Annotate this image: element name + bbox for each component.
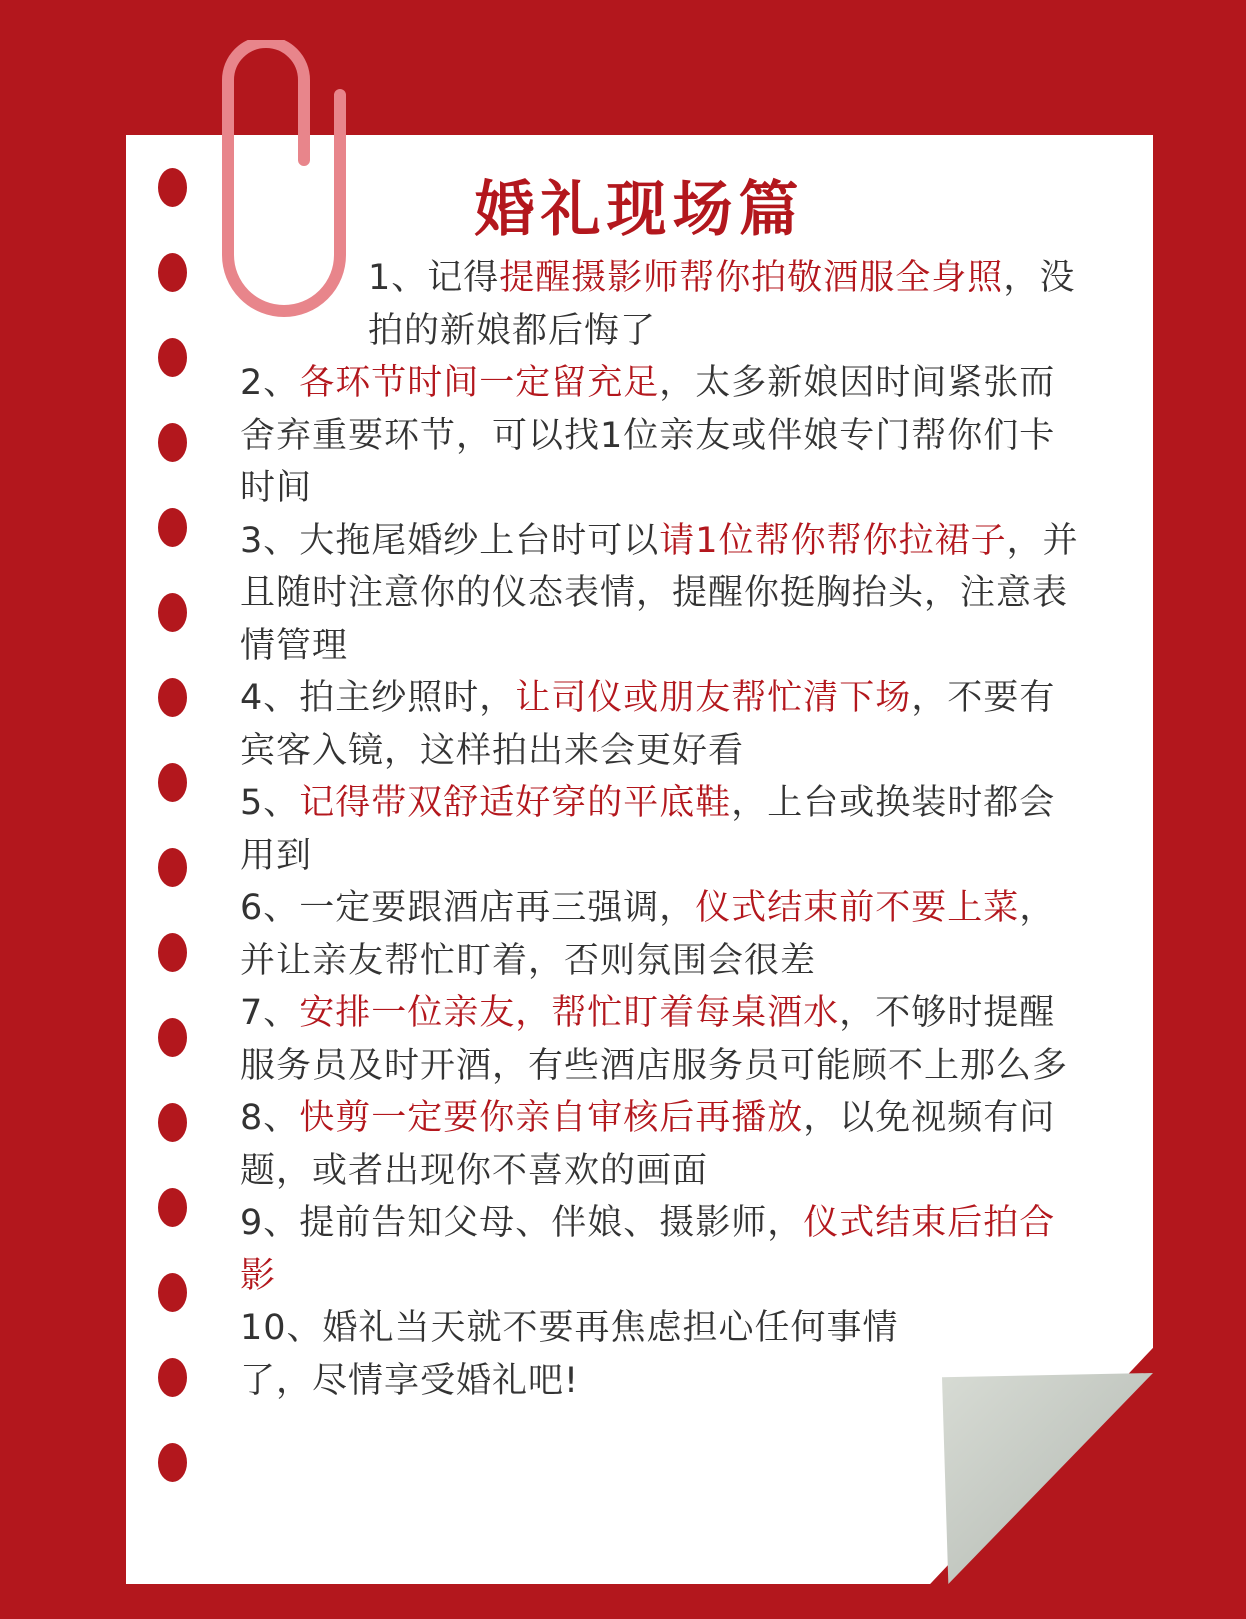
- binder-hole: [158, 1443, 187, 1482]
- binder-hole: [158, 1273, 187, 1312]
- binder-hole: [158, 1188, 187, 1227]
- page-title: 婚礼现场篇: [474, 175, 805, 245]
- list-item: 7、安排一位亲友，帮忙盯着每桌酒水，不够时提醒服务员及时开酒，有些酒店服务员可能顾不上那么多: [240, 993, 1069, 1086]
- binder-hole: [158, 253, 187, 292]
- list-item: 6、一定要跟酒店再三强调，仪式结束前不要上菜，并让亲友帮忙盯着，否则氛围会很差: [240, 888, 1056, 981]
- binder-hole: [158, 1018, 187, 1057]
- binder-hole: [158, 1103, 187, 1142]
- binder-hole: [158, 1358, 187, 1397]
- binder-hole: [158, 848, 187, 887]
- binder-hole: [158, 678, 187, 717]
- binder-hole: [158, 423, 187, 462]
- list-item: 3、大拖尾婚纱上台时可以请1位帮你帮你拉裙子，并且随时注意你的仪态表情，提醒你挺胸抬头，注意表情管理: [240, 520, 1079, 666]
- list-item: 10、婚礼当天就不要再焦虑担心任何事情了，尽情享受婚礼吧!: [240, 1308, 899, 1401]
- list-item: 9、提前告知父母、伴娘、摄影师，仪式结束后拍合影: [240, 1203, 1056, 1296]
- tips-list: [240, 252, 1090, 1407]
- binder-hole: [158, 593, 187, 632]
- list-item: 2、各环节时间一定留充足，太多新娘因时间紧张而舍弃重要环节，可以找1位亲友或伴娘专门帮你们卡时间: [240, 363, 1056, 508]
- list-item: 8、快剪一定要你亲自审核后再播放，以免视频有问题，或者出现你不喜欢的画面: [240, 1098, 1056, 1191]
- list-item: 4、拍主纱照时，让司仪或朋友帮忙清下场，不要有宾客入镜，这样拍出来会更好看: [240, 678, 1056, 771]
- binder-hole: [158, 933, 187, 972]
- binder-hole: [158, 763, 187, 802]
- binder-hole: [158, 338, 187, 377]
- binder-hole: [158, 508, 187, 547]
- list-item: 5、记得带双舒适好穿的平底鞋，上台或换装时都会用到: [240, 783, 1056, 876]
- list-item: 1、记得提醒摄影师帮你拍敬酒服全身照，没拍的新娘都后悔了: [368, 258, 1076, 351]
